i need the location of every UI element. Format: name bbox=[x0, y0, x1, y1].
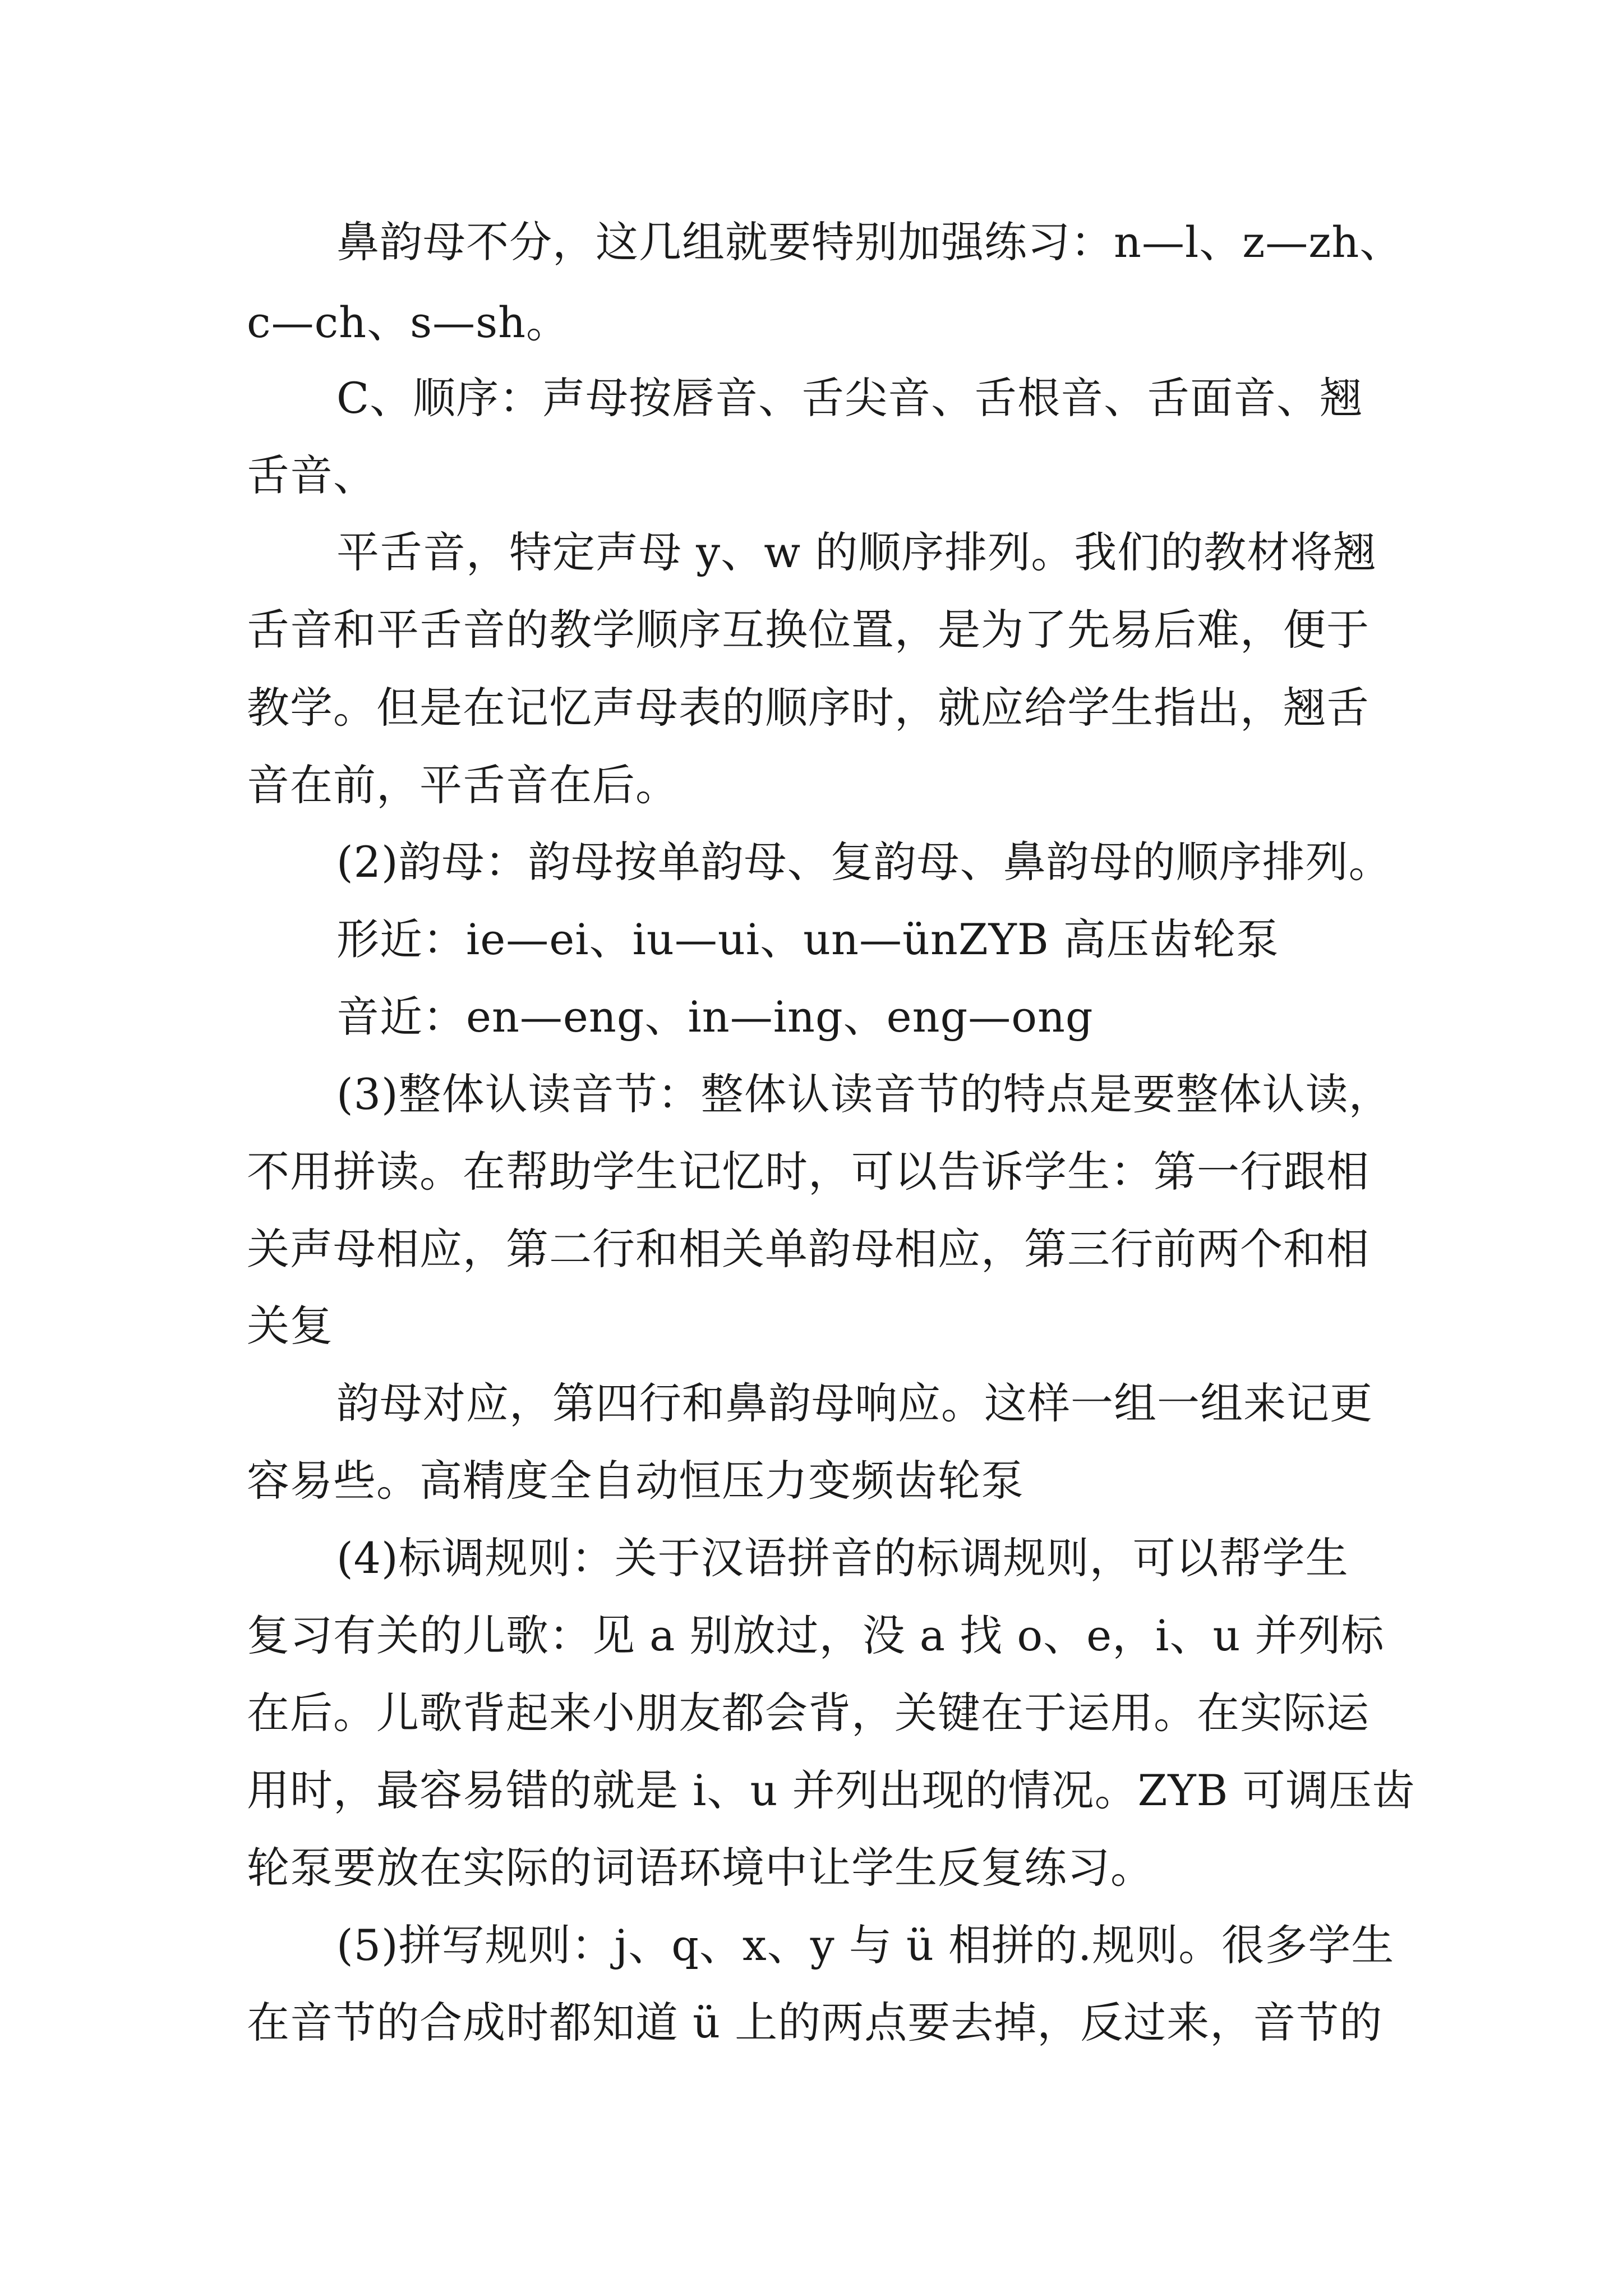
text-line: (5)拼写规则：j、q、x、y 与 ü 相拼的.规则。很多学生 bbox=[336, 1920, 1395, 1970]
text-line: (2)韵母：韵母按单韵母、复韵母、鼻韵母的顺序排列。 bbox=[336, 837, 1392, 887]
text-line: 音在前，平舌音在后。 bbox=[247, 760, 679, 810]
text-line: 复习有关的儿歌：见 a 别放过，没 a 找 o、e，i、u 并列标 bbox=[247, 1611, 1385, 1660]
text-line: 音近：en—eng、in—ing、eng—ong bbox=[336, 992, 1094, 1042]
text-line: 韵母对应，第四行和鼻韵母响应。这样一组一组来记更 bbox=[336, 1378, 1373, 1428]
text-line: 教学。但是在记忆声母表的顺序时，就应给学生指出，翘舌 bbox=[247, 683, 1370, 733]
text-line: 关声母相应，第二行和相关单韵母相应，第三行前两个和相 bbox=[247, 1224, 1370, 1274]
text-line: 用时，最容易错的就是 i、u 并列出现的情况。ZYB 可调压齿 bbox=[247, 1765, 1415, 1815]
text-line: 关复 bbox=[247, 1301, 333, 1351]
text-line: 形近：ie—ei、iu—ui、un—ünZYB 高压齿轮泵 bbox=[336, 914, 1279, 964]
text-line: 鼻韵母不分，这几组就要特别加强练习：n—l、z—zh、 bbox=[336, 217, 1403, 267]
text-line: 舌音、 bbox=[247, 450, 376, 500]
text-line: 舌音和平舌音的教学顺序互换位置，是为了先易后难，便于 bbox=[247, 605, 1370, 655]
text-line: 在后。儿歌背起来小朋友都会背，关键在于运用。在实际运 bbox=[247, 1688, 1370, 1738]
text-line: 容易些。高精度全自动恒压力变频齿轮泵 bbox=[247, 1456, 1024, 1506]
text-line: C、顺序：声母按唇音、舌尖音、舌根音、舌面音、翘 bbox=[336, 373, 1363, 423]
text-line: 轮泵要放在实际的词语环境中让学生反复练习。 bbox=[247, 1843, 1154, 1893]
text-line: 不用拼读。在帮助学生记忆时，可以告诉学生：第一行跟相 bbox=[247, 1147, 1370, 1197]
text-line: c—ch、s—sh。 bbox=[247, 297, 570, 347]
text-line: 在音节的合成时都知道 ü 上的两点要去掉，反过来，音节的 bbox=[247, 1998, 1383, 2047]
text-line: (3)整体认读音节：整体认读音节的特点是要整体认读， bbox=[336, 1069, 1392, 1119]
text-line: 平舌音，特定声母 y、w 的顺序排列。我们的教材将翘 bbox=[336, 527, 1377, 577]
text-line: (4)标调规则：关于汉语拼音的标调规则，可以帮学生 bbox=[336, 1533, 1349, 1583]
